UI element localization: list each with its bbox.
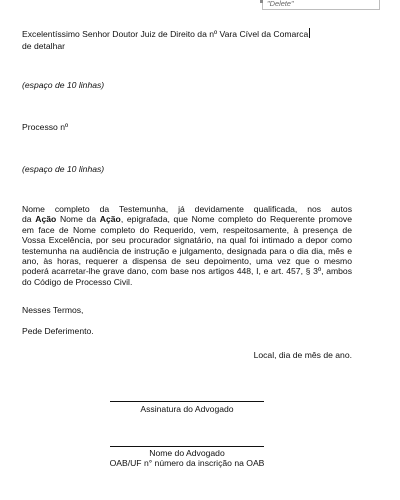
- addressee-line-2: [22, 40, 360, 52]
- addressee-text-1: Excelentíssimo Senhor Doutor Juiz de Direito da nº Vara Cível da Comarca: [22, 29, 309, 39]
- body-line-3: em face de Nome completo do Requerido, vem, respeitosamente, à presença de: [22, 224, 352, 235]
- signature-rule: [110, 401, 264, 402]
- body-line-6: ano, às horas, requerer a dispensa de seu depoimento, uma vez que o mesmo: [22, 255, 352, 266]
- name-rule: [110, 446, 264, 447]
- spacing-note-1: (espaço de 10 linhas): [22, 80, 105, 90]
- delete-comment-tag[interactable]: [262, 0, 380, 10]
- petition-body: [22, 204, 352, 287]
- body-line-8: do Código de Processo Civil.: [22, 276, 133, 287]
- addressee-text-2: de detalhar: [22, 41, 66, 51]
- action-bold-1: Ação: [35, 214, 57, 225]
- body-line-7: poderá acarretar-lhe grave dano, com base nos artigos 448, I, e art. 457, § 3º, ambos: [22, 266, 352, 277]
- spacing-note-2: (espaço de 10 linhas): [22, 164, 105, 174]
- closing-terms: Nesses Termos,: [22, 305, 84, 315]
- body-line-2-a: da: [22, 214, 36, 225]
- process-number-label: Processo nº: [22, 122, 69, 132]
- text-cursor: [309, 28, 310, 38]
- addressee-line-1: [22, 28, 360, 40]
- body-line-2: [22, 214, 352, 224]
- lawyer-name-label: Nome do Advogado: [149, 448, 225, 458]
- body-line-4: Vossa Excelência, por seu procurador signatário, na qual foi intimado a depor como: [22, 235, 352, 246]
- body-line-2-d: , epigrafada, que Nome completo do Requerente promove: [120, 214, 352, 225]
- body-line-2-c: Nome da: [56, 214, 100, 225]
- action-bold-2: Ação: [99, 214, 121, 225]
- body-line-1: Nome completo da Testemunha, já devidamente qualificada, nos autos: [22, 204, 352, 214]
- lawyer-signature-label: Assinatura do Advogado: [140, 404, 234, 414]
- oab-registration-label: OAB/UF n° número da inscrição na OAB: [109, 458, 265, 468]
- place-date-line: Local, dia de mês de ano.: [253, 350, 352, 360]
- delete-tag-label: "Delete": [267, 0, 294, 8]
- closing-request: Pede Deferimento.: [22, 326, 94, 336]
- body-line-5: testemunha na audiência de instrução e julgamento, designada para o dia dia, mês e: [22, 245, 352, 256]
